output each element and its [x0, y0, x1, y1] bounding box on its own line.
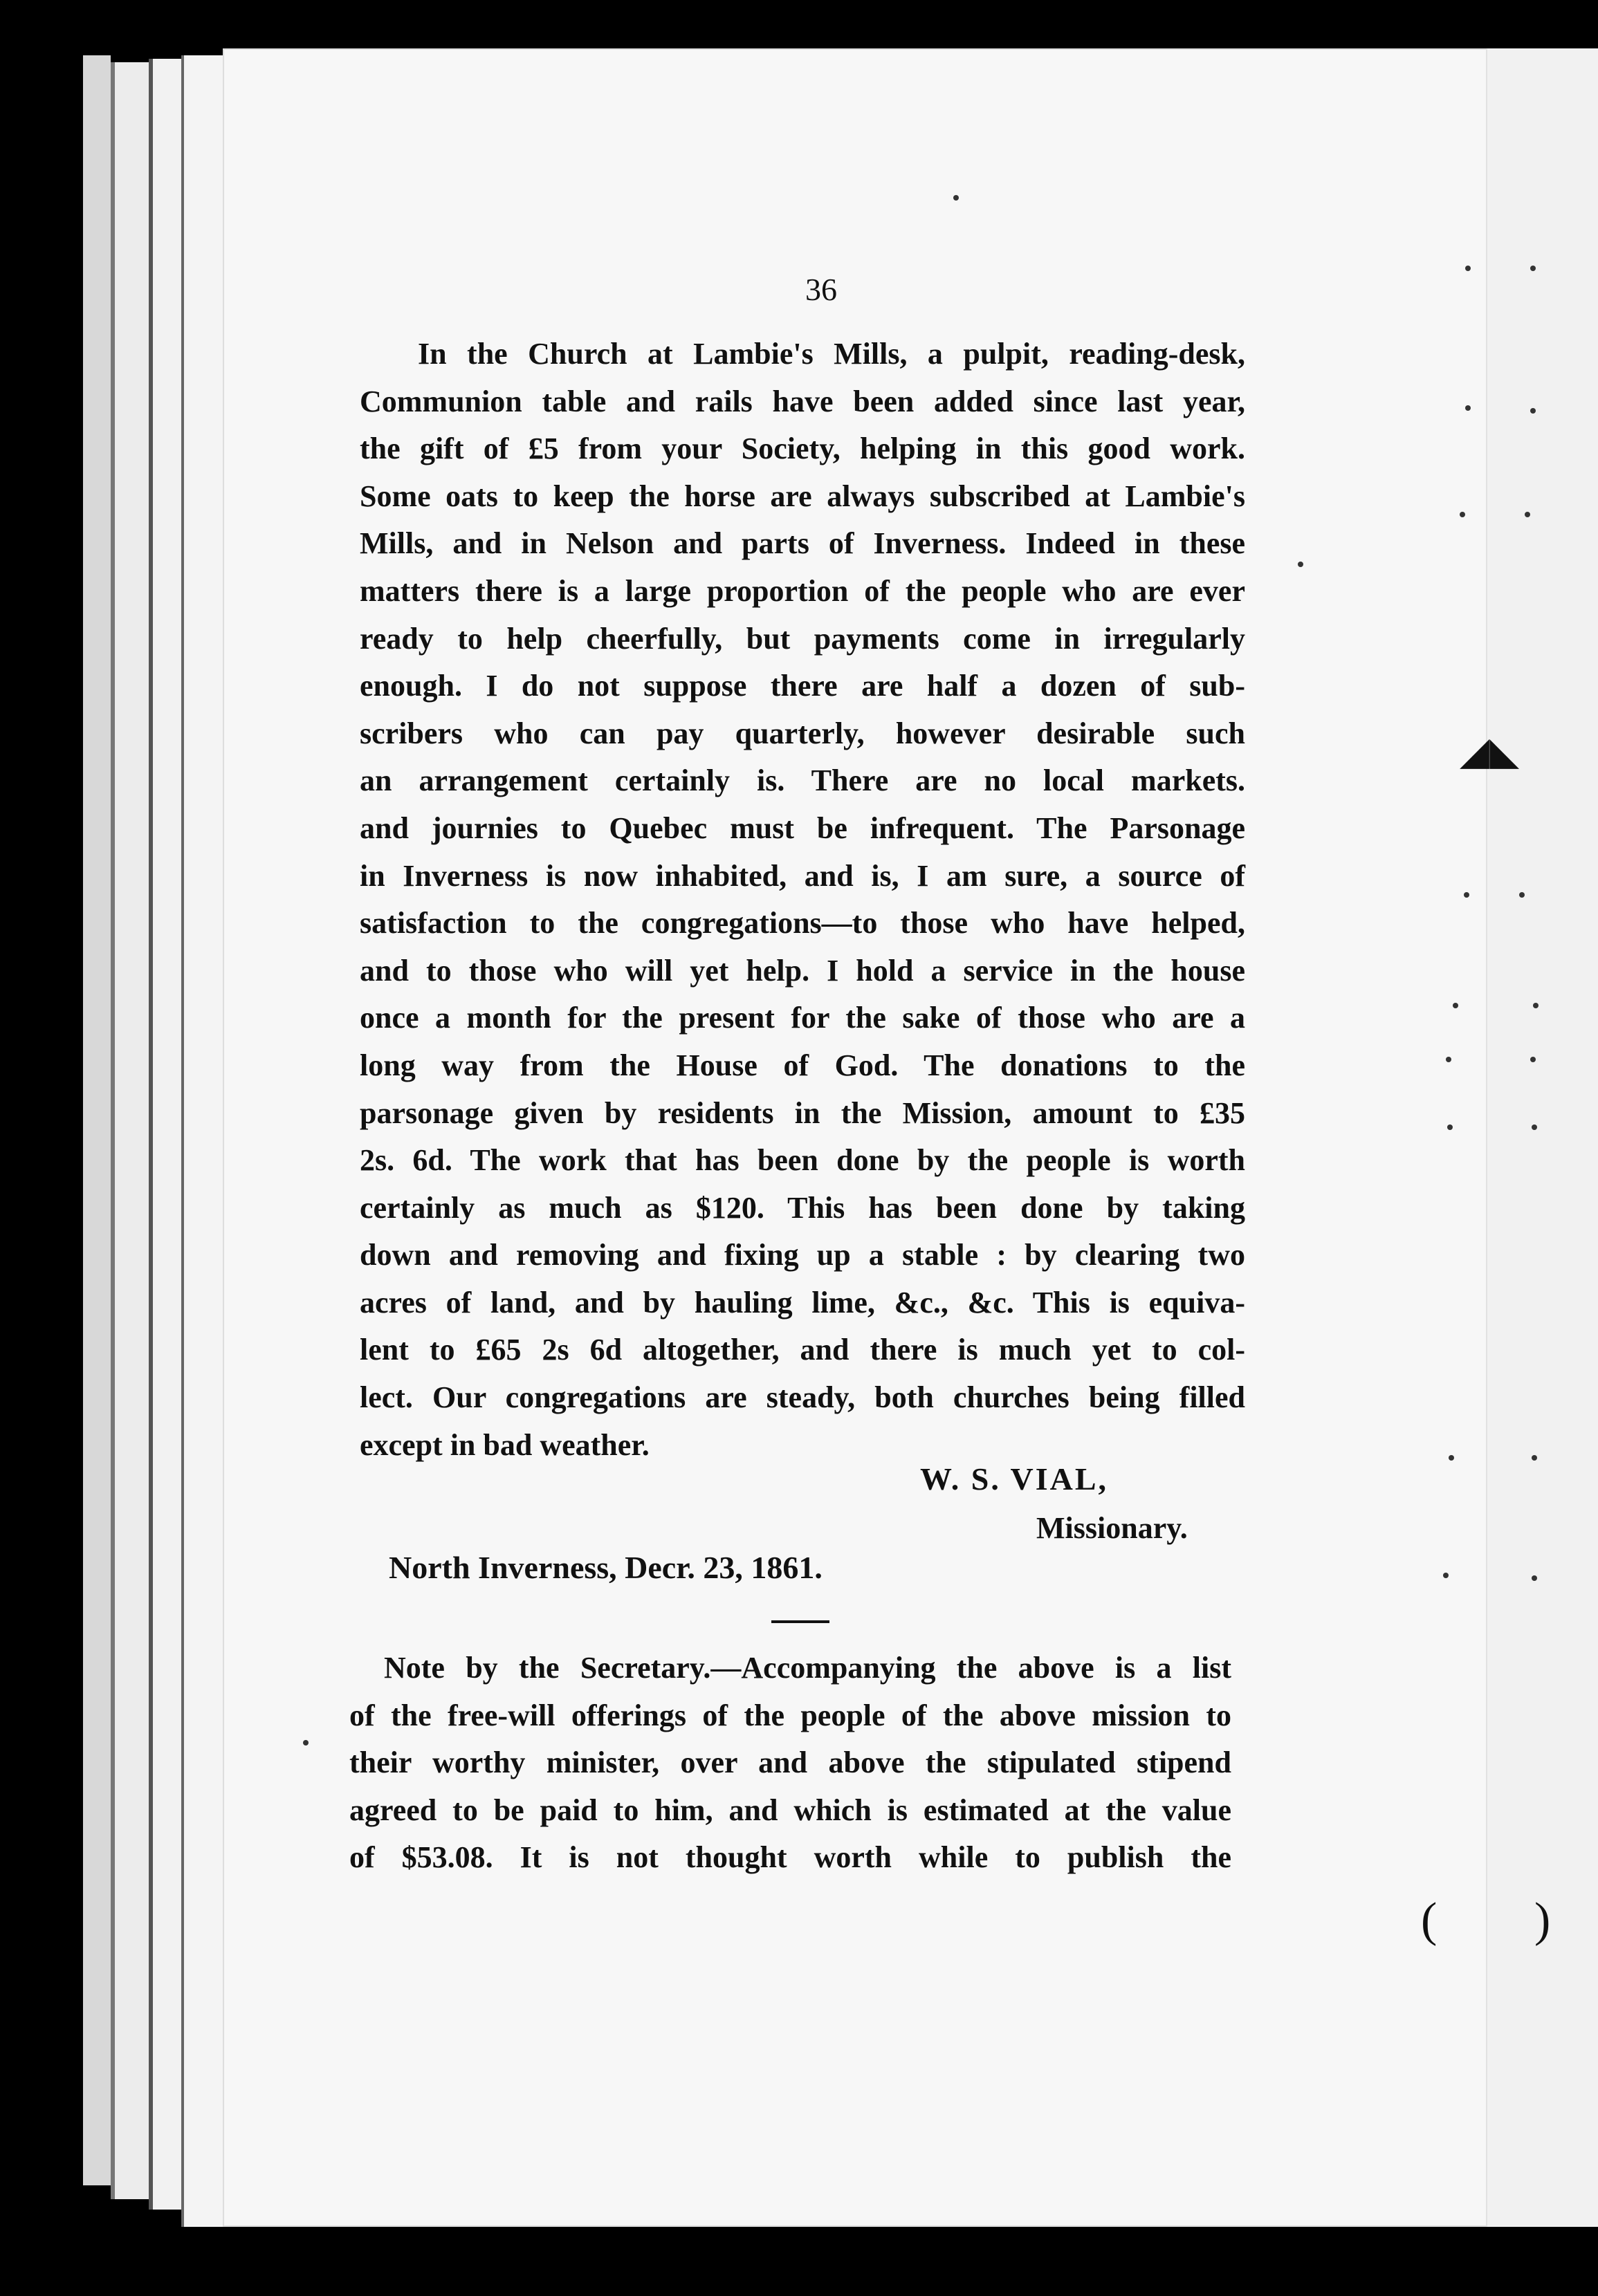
letter-line: Mills, and in Nelson and parts of Inverness. Indeed in these: [360, 526, 1245, 561]
margin-speck: [1532, 1455, 1537, 1461]
letter-line: except in bad weather.: [360, 1427, 650, 1462]
secretary-note: [349, 1645, 1231, 1882]
place-date: North Inverness, Decr. 23, 1861.: [389, 1550, 823, 1585]
margin-speck: [1465, 266, 1471, 271]
letter-line: the gift of £5 from your Society, helping in this good work.: [360, 432, 1245, 466]
letter-line: In the Church at Lambie's Mills, a pulpit, reading-desk,: [418, 337, 1245, 371]
margin-speck: [1446, 1057, 1451, 1062]
margin-ink-mark: ): [1534, 1894, 1551, 1947]
margin-speck: [1460, 512, 1465, 517]
letter-line: Communion table and rails have been added since last year,: [360, 384, 1245, 418]
margin-ink-mark: (: [1421, 1894, 1438, 1947]
margin-speck: [1447, 1124, 1453, 1130]
letter-line: in Inverness is now inhabited, and is, I am sure, a source of: [360, 858, 1245, 893]
margin-speck: [1530, 408, 1536, 414]
page-edge-1: [83, 55, 111, 2185]
margin-speck: [1298, 562, 1303, 567]
margin-speck: [1453, 1003, 1458, 1008]
page-edge-2: [111, 62, 149, 2199]
letter-line: Some oats to keep the horse are always subscribed at Lambie's: [360, 479, 1245, 513]
margin-speck: [1532, 1575, 1537, 1581]
letter-line: 2s. 6d. The work that has been done by the people is worth: [360, 1143, 1245, 1178]
letter-line: scribers who can pay quarterly, however desirable such: [360, 716, 1245, 750]
page-edge-3: [149, 59, 184, 2210]
signature-role: Missionary.: [1036, 1511, 1188, 1545]
note-line: of the free-will offerings of the people of the above mission to: [349, 1698, 1231, 1732]
letter-line: and journies to Quebec must be infrequent. The Parsonage: [360, 811, 1245, 845]
letter-line: enough. I do not suppose there are half a dozen of sub-: [360, 669, 1245, 703]
margin-speck: [1530, 1057, 1536, 1062]
margin-speck: [1443, 1573, 1449, 1578]
letter-line: lect. Our congregations are steady, both churches being filled: [360, 1380, 1245, 1415]
letter-line: long way from the House of God. The donations to the: [360, 1048, 1245, 1082]
letter-line: lent to £65 2s 6d altogether, and there is much yet to col-: [360, 1333, 1245, 1367]
page-edge-4: [181, 55, 226, 2227]
margin-speck: [1525, 512, 1530, 517]
margin-speck: [1532, 1124, 1537, 1130]
letter-line: once a month for the present for the sake of those who are a: [360, 1001, 1245, 1035]
note-line: Note by the Secretary.—Accompanying the above is a list: [384, 1651, 1231, 1685]
margin-speck: [953, 195, 959, 201]
note-line: their worthy minister, over and above the stipulated stipend: [349, 1746, 1231, 1780]
letter-line: ready to help cheerfully, but payments come in irregularly: [360, 621, 1245, 656]
letter-line: matters there is a large proportion of the people who are ever: [360, 573, 1245, 608]
margin-ink-mark: ◢◣: [1460, 730, 1520, 773]
margin-speck: [1533, 1003, 1539, 1008]
letter-line: and to those who will yet help. I hold a service in the house: [360, 953, 1245, 988]
note-line: agreed to be paid to him, and which is estimated at the value: [349, 1793, 1231, 1827]
note-line: of $53.08. It is not thought worth while to publish the: [349, 1840, 1231, 1875]
margin-speck: [1465, 405, 1471, 411]
section-divider: [771, 1620, 829, 1623]
margin-speck: [1449, 1455, 1454, 1461]
letter-line: satisfaction to the congregations—to those who have helped,: [360, 906, 1245, 941]
margin-speck: [1464, 892, 1469, 898]
letter-body: [360, 331, 1245, 1469]
margin-speck: [303, 1740, 309, 1746]
margin-speck: [1519, 892, 1525, 898]
letter-line: down and removing and fixing up a stable : by clearing two: [360, 1238, 1245, 1272]
page-number: 36: [805, 272, 837, 307]
letter-line: an arrangement certainly is. There are no local markets.: [360, 763, 1245, 798]
letter-line: parsonage given by residents in the Mission, amount to £35: [360, 1095, 1245, 1130]
letter-line: certainly as much as $120. This has been done by taking: [360, 1190, 1245, 1225]
letter-line: acres of land, and by hauling lime, &c., &c. This is equiva-: [360, 1285, 1245, 1320]
signature-name: W. S. VIAL,: [920, 1461, 1109, 1497]
margin-speck: [1530, 266, 1536, 271]
